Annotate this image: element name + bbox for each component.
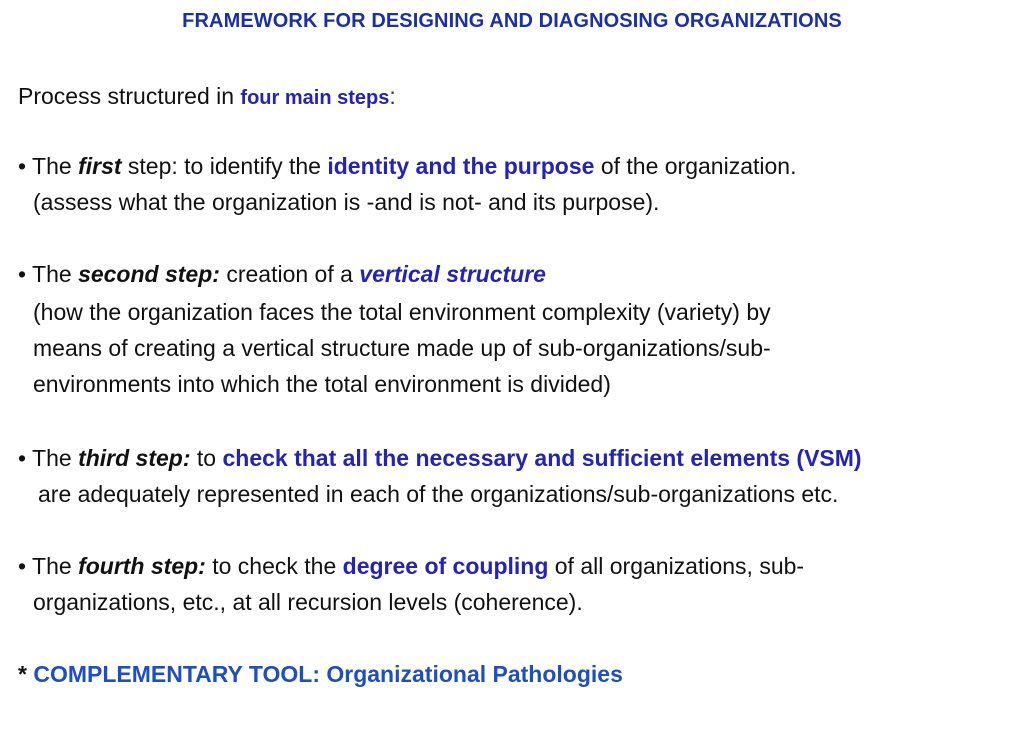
step3-mid: to xyxy=(190,445,223,471)
intro-suffix: : xyxy=(389,83,396,109)
step1-highlight: identity and the purpose xyxy=(327,153,595,179)
step4-highlight: degree of coupling xyxy=(342,553,549,579)
intro-line xyxy=(18,78,396,116)
step2-detail-line-3: environments into which the total environment is divided) xyxy=(33,371,611,397)
intro-prefix: Process structured in xyxy=(18,83,241,109)
step1-bullet: • The xyxy=(18,153,79,179)
step4-end: of all organizations, sub- xyxy=(548,553,805,579)
step1-detail: (assess what the organization is -and is not- and its purpose). xyxy=(33,189,660,215)
step3-detail: are adequately represented in each of the organizations/sub-organizations etc. xyxy=(38,481,839,507)
step2-detail-line-2: means of creating a vertical structure made up of sub-organizations/sub- xyxy=(33,335,771,361)
step2-detail-line-1: (how the organization faces the total environment complexity (variety) by xyxy=(33,299,771,325)
step1-line xyxy=(18,148,796,184)
step2-bullet: • The xyxy=(18,261,79,287)
step2-line xyxy=(18,256,546,292)
step1-end: of the organization. xyxy=(594,153,797,179)
step4-mid: to check the xyxy=(205,553,343,579)
step3-highlight: check that all the necessary and sufficient elements (VSM) xyxy=(222,445,862,471)
step3-bullet: • The xyxy=(18,445,79,471)
step1-mid: step: to identify the xyxy=(121,153,328,179)
complementary-line xyxy=(18,656,623,692)
step4-detail: organizations, etc., at all recursion levels (coherence). xyxy=(33,589,583,615)
slide-title: FRAMEWORK FOR DESIGNING AND DIAGNOSING ORGANIZATIONS xyxy=(182,10,842,32)
complementary-prefix: * xyxy=(18,661,34,687)
step3-line xyxy=(18,440,862,476)
step2-mid: creation of a xyxy=(219,261,360,287)
step2-highlight: vertical structure xyxy=(359,261,546,287)
step4-ordinal: fourth step: xyxy=(78,553,206,579)
step3-ordinal: third step: xyxy=(78,445,191,471)
intro-highlight: four main steps xyxy=(240,87,390,109)
step1-ordinal: first xyxy=(78,153,122,179)
step4-line xyxy=(18,548,804,584)
step2-ordinal: second step: xyxy=(78,261,220,287)
complementary-tool: COMPLEMENTARY TOOL: Organizational Pathologies xyxy=(33,661,623,687)
step4-bullet: • The xyxy=(18,553,79,579)
